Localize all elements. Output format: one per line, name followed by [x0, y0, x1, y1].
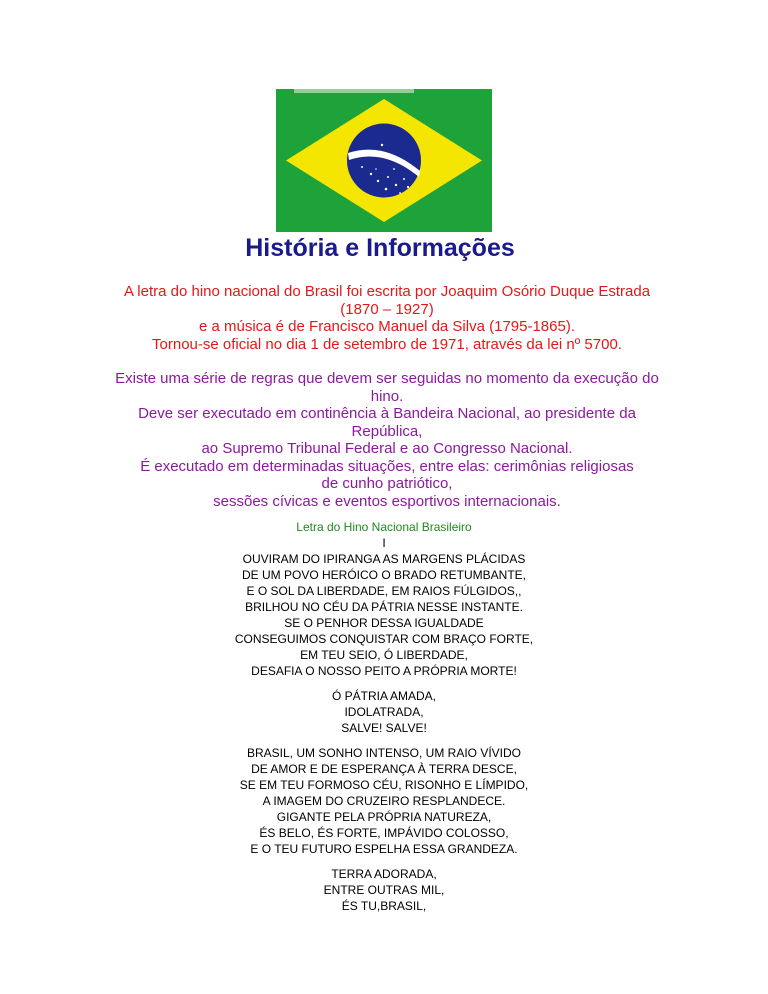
lyrics-line: IDOLATRADA, [344, 705, 424, 719]
lyrics-line: E O SOL DA LIBERDADE, EM RAIOS FÚLGIDOS,, [246, 584, 522, 598]
rules-line: Deve ser executado em continência à Bandeira Nacional, ao presidente da [138, 405, 636, 422]
intro-line: (1870 – 1927) [340, 300, 434, 318]
lyrics-line: GIGANTE PELA PRÓPRIA NATUREZA, [276, 810, 492, 824]
lyrics-line: DE AMOR E DE ESPERANÇA À TERRA DESCE, [251, 762, 517, 776]
lyrics-line: BRASIL, UM SONHO INTENSO, UM RAIO VÍVIDO [246, 746, 522, 760]
rules-line: É executado em determinadas situações, entre elas: cerimônias religiosas [140, 457, 634, 475]
rules-line: ao Supremo Tribunal Federal e ao Congresso Nacional. [201, 440, 573, 457]
intro-line: Tornou-se oficial no dia 1 de setembro de 1971, através da lei nº 5700. [152, 335, 622, 353]
rules-line: hino. [370, 387, 404, 405]
lyrics-line: SALVE! SALVE! [341, 721, 427, 735]
lyrics-line: OUVIRAM DO IPIRANGA AS MARGENS PLÁCIDAS [242, 552, 526, 566]
lyrics-line: A IMAGEM DO CRUZEIRO RESPLANDECE. [262, 794, 506, 808]
stanza-gap [200, 736, 568, 745]
lyrics-line: CONSEGUIMOS CONQUISTAR COM BRAÇO FORTE, [234, 632, 534, 646]
lyrics-line: SE O PENHOR DESSA IGUALDADE [284, 616, 484, 630]
rules-paragraph [110, 370, 664, 510]
rules-line: de cunho patriótico, [321, 475, 453, 492]
lyrics-line: Ó PÁTRIA AMADA, [331, 689, 437, 703]
lyrics-line: BRILHOU NO CÉU DA PÁTRIA NESSE INSTANTE. [245, 600, 523, 614]
lyrics-line: TERRA ADORADA, [331, 867, 437, 881]
lyrics-line: ÉS TU,BRASIL, [341, 899, 427, 913]
lyrics-line: EM TEU SEIO, Ó LIBERDADE, [300, 648, 468, 662]
stanza-gap [200, 679, 568, 688]
anthem-lyrics [200, 519, 568, 914]
lyrics-line: SE EM TEU FORMOSO CÉU, RISONHO E LÍMPIDO, [239, 778, 529, 792]
lyrics-heading: Letra do Hino Nacional Brasileiro [296, 520, 472, 534]
rules-line: Existe uma série de regras que devem ser seguidas no momento da execução do [115, 370, 659, 387]
lyrics-line: ÉS BELO, ÉS FORTE, IMPÁVIDO COLOSSO, [259, 826, 509, 840]
rules-line: sessões cívicas e eventos esportivos internacionais. [213, 492, 561, 510]
rules-line: República, [351, 422, 423, 440]
intro-line: e a música é de Francisco Manuel da Silva (1795-1865). [198, 318, 576, 335]
lyrics-line: DE UM POVO HERÓICO O BRADO RETUMBANTE, [241, 568, 527, 582]
page-title: História e Informações [245, 234, 515, 262]
lyrics-line: ENTRE OUTRAS MIL, [323, 883, 445, 897]
lyrics-line: E O TEU FUTURO ESPELHA ESSA GRANDEZA. [250, 842, 518, 856]
intro-paragraph [110, 283, 664, 353]
brazil-flag-image [276, 89, 492, 232]
lyrics-part-number: I [382, 536, 386, 550]
intro-line: A letra do hino nacional do Brasil foi escrita por Joaquim Osório Duque Estrada [123, 283, 651, 300]
stanza-gap [200, 857, 568, 866]
lyrics-line: DESAFIA O NOSSO PEITO A PRÓPRIA MORTE! [251, 664, 517, 678]
